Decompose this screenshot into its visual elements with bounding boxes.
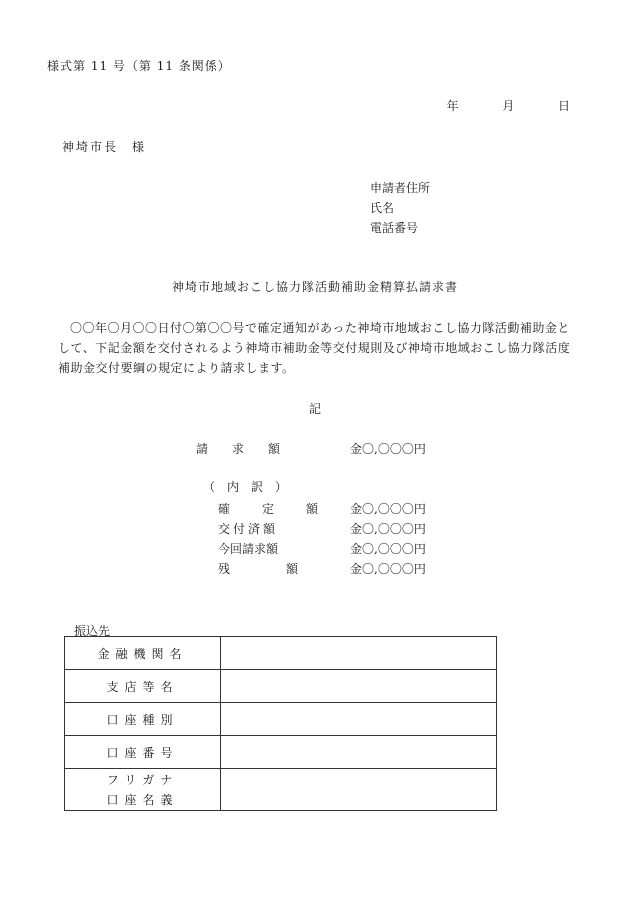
month-label: 月 bbox=[502, 99, 515, 113]
applicant-name-label: 氏名 bbox=[370, 201, 395, 215]
breakdown-value-current: 金〇,〇〇〇円 bbox=[350, 542, 426, 556]
applicant-block bbox=[370, 178, 430, 238]
form-number: 様式第 11 号（第 11 条関係） bbox=[47, 59, 231, 73]
table-row bbox=[65, 703, 497, 736]
body-text: 〇〇年〇月〇〇日付〇第〇〇号で確定通知があった神埼市地域おこし協力隊活動補助金として、下記金額を交付されるよう神埼市補助金等交付規則及び神埼市地域おこし協力隊活度補助金交付要綱の規定により請求します。 bbox=[58, 321, 571, 375]
bank-table bbox=[64, 636, 497, 811]
date-line bbox=[447, 97, 570, 114]
breakdown-value-paid: 金〇,〇〇〇円 bbox=[350, 522, 426, 536]
applicant-phone-label: 電話番号 bbox=[370, 221, 419, 235]
breakdown-heading: （内訳） bbox=[203, 480, 300, 494]
ki-heading: 記 bbox=[308, 402, 321, 416]
breakdown-label-remaining: 残 額 bbox=[218, 562, 304, 576]
account-number-field[interactable] bbox=[221, 736, 497, 769]
claim-row bbox=[196, 440, 286, 457]
account-type-field[interactable] bbox=[221, 703, 497, 736]
claim-value: 金〇,〇〇〇円 bbox=[350, 442, 426, 456]
breakdown-value-confirmed: 金〇,〇〇〇円 bbox=[350, 502, 426, 516]
branch-name-field[interactable] bbox=[221, 670, 497, 703]
account-type-label: 口座種別 bbox=[65, 703, 221, 736]
breakdown-label-confirmed: 確 定 額 bbox=[218, 502, 329, 516]
table-row bbox=[65, 769, 497, 811]
table-row bbox=[65, 637, 497, 670]
account-holder-label bbox=[65, 769, 221, 811]
furigana-label: フリガナ bbox=[106, 772, 179, 787]
breakdown-label-paid: 交付済額 bbox=[218, 522, 279, 536]
addressee: 神埼市長 様 bbox=[62, 140, 147, 154]
claim-label: 請 求 額 bbox=[196, 442, 287, 456]
account-holder-name-label: 口座名義 bbox=[106, 792, 179, 807]
transfer-heading: 振込先 bbox=[74, 624, 111, 638]
breakdown-label-current: 今回請求額 bbox=[218, 542, 279, 556]
bank-name-label: 金融機関名 bbox=[65, 637, 221, 670]
table-row bbox=[65, 736, 497, 769]
document-title: 神埼市地域おこし協力隊活動補助金精算払請求書 bbox=[171, 280, 458, 294]
table-row bbox=[65, 670, 497, 703]
body-paragraph bbox=[58, 318, 578, 378]
year-label: 年 bbox=[446, 99, 459, 113]
branch-name-label: 支店等名 bbox=[65, 670, 221, 703]
day-label: 日 bbox=[557, 99, 570, 113]
bank-name-field[interactable] bbox=[221, 637, 497, 670]
account-number-label: 口座番号 bbox=[65, 736, 221, 769]
applicant-address-label: 申請者住所 bbox=[370, 181, 431, 195]
account-holder-field[interactable] bbox=[221, 769, 497, 811]
breakdown-value-remaining: 金〇,〇〇〇円 bbox=[350, 562, 426, 576]
